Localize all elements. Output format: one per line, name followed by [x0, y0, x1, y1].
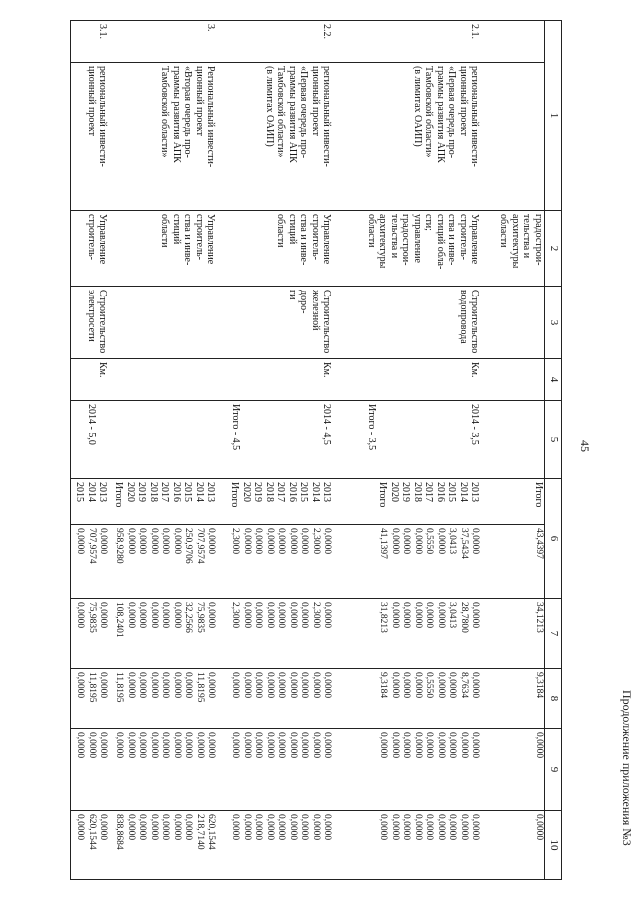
value-cell: 0,0000 0,0000 0,0000 0,0000 0,0000 0,0000 0,0000 0,0000 0,0000: [335, 811, 483, 880]
value-cell: 0,0000 75,9835 32,2566 0,0000 0,0000 0,0000 0,0000 0,0000 108,2401: [111, 599, 219, 669]
value-cell: 0,0000 75,9835 0,0000: [71, 599, 111, 669]
page-number: 45: [578, 440, 592, 452]
org-cell: Управление строитель- ства и инве- стиций области: [219, 211, 335, 287]
project-name-cell: региональный инвести- ционный проект «Первая очередь про- граммы развития АПК Тамбовской области» (в лимитах ОАИП): [335, 63, 483, 211]
row-number: 3.: [111, 21, 219, 63]
work-cell: Строительство электросети: [71, 287, 111, 359]
table-row: [483, 21, 545, 880]
value-cell: 0,0000 11,8195 0,0000: [71, 669, 111, 729]
table-row: [71, 21, 111, 880]
table-row: [111, 21, 219, 880]
work-cell: Строительство железной доро- ги: [219, 287, 335, 359]
row-number: 2.1.: [335, 21, 483, 63]
value-cell: 0,0000 0,0000 0,0000 0,0000 0,0000 0,0000 0,0000 0,0000 0,0000: [219, 669, 335, 729]
col-header-1: 1: [545, 21, 562, 211]
value-cell: 0,0000 707,9574 0,0000: [71, 525, 111, 599]
col-header-4: 4: [545, 359, 562, 401]
year-cell: 2013 2014 2015 2016 2017 2018 2019 2020 Итого: [219, 479, 335, 525]
org-cell: Управление строитель-: [71, 211, 111, 287]
value-cell: 0,0000 0,0000 0,0000: [71, 729, 111, 811]
budget-table: [70, 20, 562, 880]
value-cell: 9,3184: [483, 669, 545, 729]
unit-cell: Км.: [335, 359, 483, 401]
value-cell: 34,1213: [483, 599, 545, 669]
unit-cell: Км.: [219, 359, 335, 401]
col-header-3: 3: [545, 287, 562, 359]
col-header-6: 6: [545, 479, 562, 599]
value-cell: 0,0000: [483, 811, 545, 880]
value-cell: 0,0000 11,8195 0,0000 0,0000 0,0000 0,0000 0,0000 0,0000 11,8195: [111, 669, 219, 729]
org-cell: Управление строитель- ства и инве- стиций обла- сти; управление градострои- тельства и архитектуры области: [335, 211, 483, 287]
period-cell: 2014 - 5,0: [71, 401, 111, 479]
table-row: [219, 21, 335, 880]
year-cell: 2013 2014 2015: [71, 479, 111, 525]
row-number: 3.1.: [71, 21, 111, 63]
col-header-2: 2: [545, 211, 562, 287]
appendix-caption: Продолжение приложения №3: [620, 690, 634, 846]
col-header-5: 5: [545, 401, 562, 479]
year-cell: 2013 2014 2015 2016 2017 2018 2019 2020 Итого: [335, 479, 483, 525]
period-cell: 2014 - 3,5 Итого - 3,5: [335, 401, 483, 479]
period-cell: 2014 - 4,5 Итого - 4,5: [219, 401, 335, 479]
value-cell: 0,0000 2,3000 0,0000 0,0000 0,0000 0,0000 0,0000 0,0000 2,3000: [219, 599, 335, 669]
year-cell: Итого: [483, 479, 545, 525]
value-cell: 43,4397: [483, 525, 545, 599]
org-cell: Управление строитель- ства и инве- стиций области: [111, 211, 219, 287]
year-cell: 2013 2014 2015 2016 2017 2018 2019 2020 Итого: [111, 479, 219, 525]
value-cell: 0,0000 0,0000 0,0000 0,0000 0,0000 0,0000 0,0000 0,0000 0,0000: [335, 729, 483, 811]
col-header-9: 9: [545, 729, 562, 811]
org-cell: градострои- тельства и архитектуры области: [483, 211, 545, 287]
value-cell: 0,0000 620,1544 0,0000: [71, 811, 111, 880]
value-cell: 620,1544 218,7140 0,0000 0,0000 0,0000 0,0000 0,0000 0,0000 838,8684: [111, 811, 219, 880]
unit-cell: Км.: [71, 359, 111, 401]
col-header-7: 7: [545, 599, 562, 669]
value-cell: 0,0000: [483, 729, 545, 811]
col-header-10: 10: [545, 811, 562, 880]
project-name-cell: региональный инвести- ционный проект «Первая очередь про- граммы развития АПК Тамбовской области» (в лимитах ОАИП): [219, 63, 335, 211]
row-number: 2.2.: [219, 21, 335, 63]
work-cell: Строительство водопровода: [335, 287, 483, 359]
value-cell: 0,0000 2,3000 0,0000 0,0000 0,0000 0,0000 0,0000 0,0000 2,3000: [219, 525, 335, 599]
value-cell: 0,0000 8,7634 0,0000 0,0000 0,5550 0,0000 0,0000 0,0000 9,3184: [335, 669, 483, 729]
value-cell: 0,0000 0,0000 0,0000 0,0000 0,0000 0,0000 0,0000 0,0000 0,0000: [219, 729, 335, 811]
value-cell: 0,0000 0,0000 0,0000 0,0000 0,0000 0,0000 0,0000 0,0000 0,0000: [111, 729, 219, 811]
value-cell: 0,0000 37,5434 3,0413 0,0000 0,5550 0,0000 0,0000 0,0000 41,1397: [335, 525, 483, 599]
project-name-cell: Региональный инвести- ционный проект «Вторая очередь про- граммы развития АПК Тамбовской области»: [111, 63, 219, 211]
column-header-row: [545, 21, 562, 880]
table-row: [335, 21, 483, 880]
value-cell: 0,0000 707,9574 250,9706 0,0000 0,0000 0,0000 0,0000 0,0000 958,9280: [111, 525, 219, 599]
value-cell: 0,0000 0,0000 0,0000 0,0000 0,0000 0,0000 0,0000 0,0000 0,0000: [219, 811, 335, 880]
project-name-cell: региональный инвести- ционный проект: [71, 63, 111, 211]
value-cell: 0,0000 28,7800 3,0413 0,0000 0,0000 0,0000 0,0000 0,0000 31,8213: [335, 599, 483, 669]
col-header-8: 8: [545, 669, 562, 729]
